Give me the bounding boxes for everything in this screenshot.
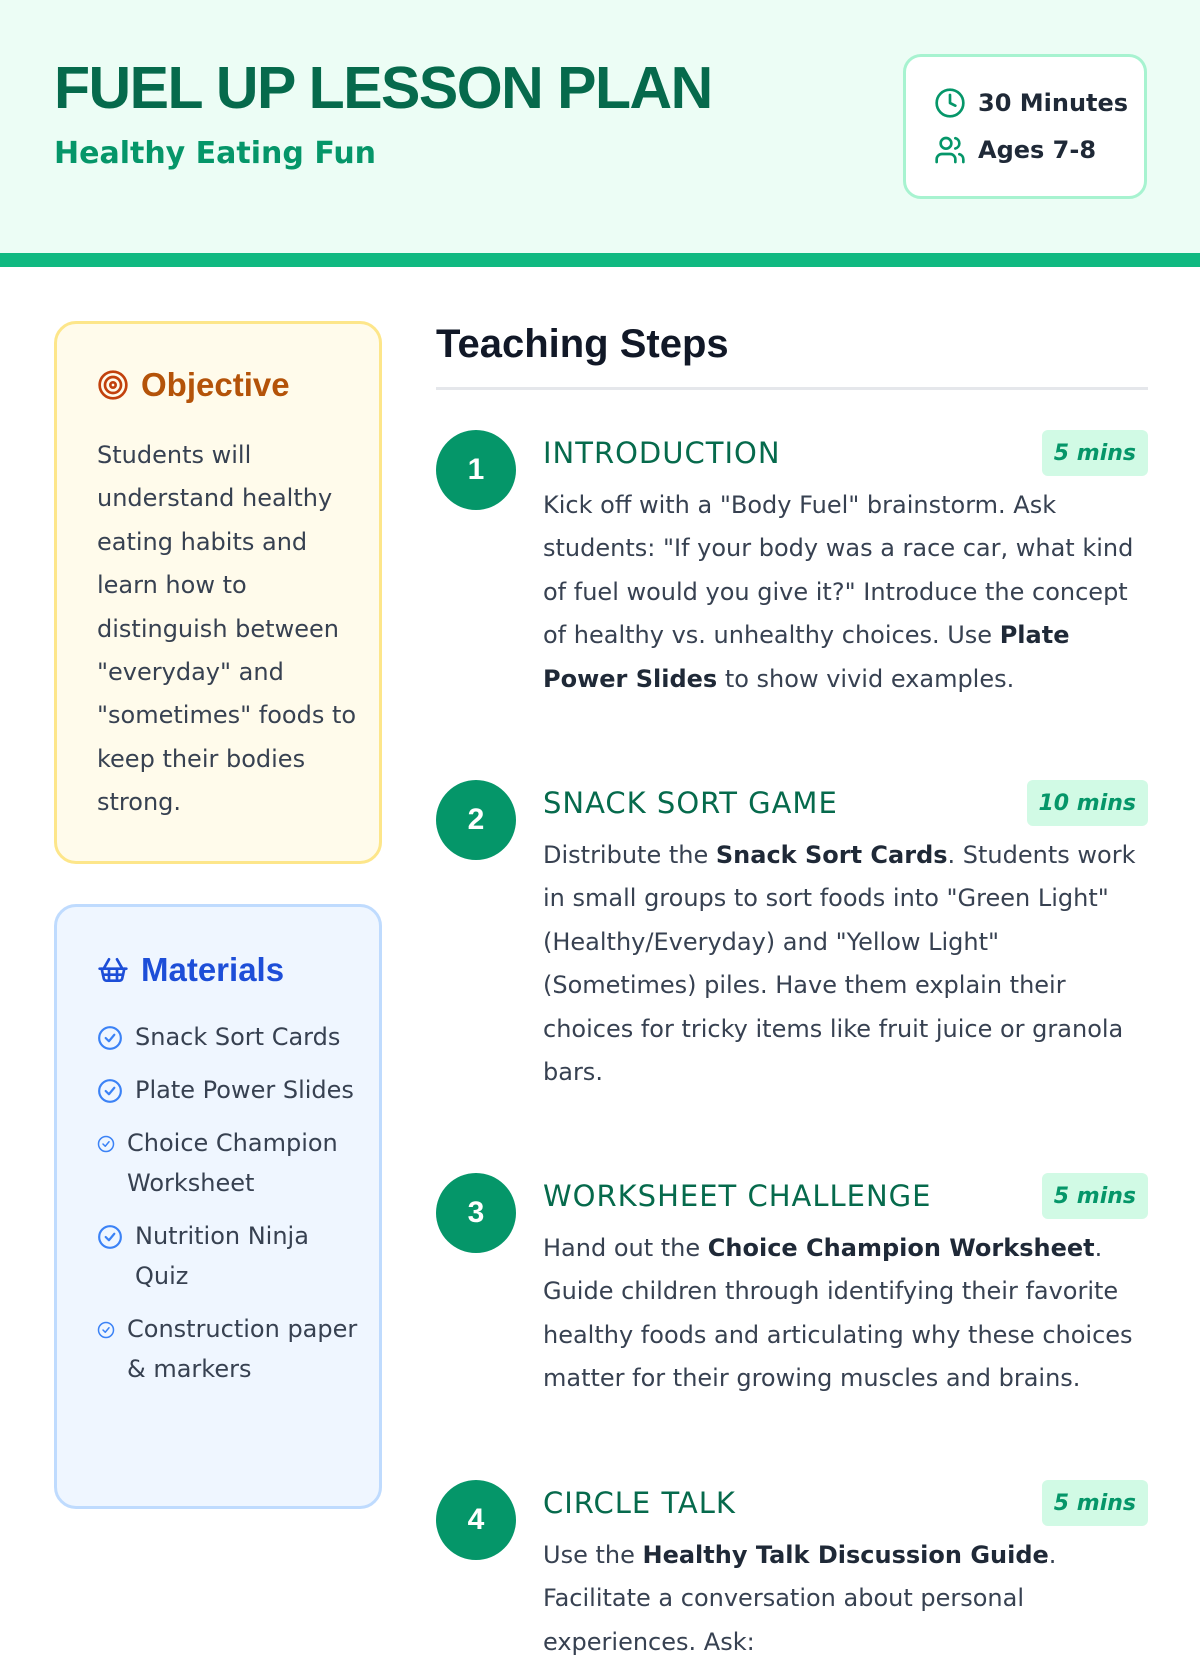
page-subtitle: Healthy Eating Fun [54,136,377,171]
list-item [97,1309,367,1389]
material-label: Construction paper & markers [127,1315,358,1383]
objective-card [54,321,382,864]
step-description: Kick off with a "Body Fuel" brainstorm. Ask students: "If your body was a race car, what kind of fuel would you give it?" Introduce the concept of healthy vs. unhealthy choices. Use Plate Power Slides to show vivid examples. [543,491,1134,693]
materials-heading [97,951,284,989]
lesson-meta-card [903,54,1147,199]
header [0,0,1200,253]
step-title: SNACK SORT GAME [543,786,838,820]
list-item [97,1070,367,1110]
list-item [97,1017,367,1057]
step-description: Use the Healthy Talk Discussion Guide. Facilitate a conversation about personal experiences. Ask: [543,1541,1057,1656]
step-title: WORKSHEET CHALLENGE [543,1179,932,1213]
page-title: FUEL UP LESSON PLAN [54,55,712,121]
header-divider [0,253,1200,267]
materials-card [54,904,382,1509]
basket-icon [97,954,129,986]
objective-heading [97,366,290,404]
step-number: 1 [436,430,516,510]
steps-divider [436,387,1148,390]
material-label: Nutrition Ninja Quiz [135,1222,309,1290]
duration-row [934,87,1128,119]
material-label: Choice Champion Worksheet [127,1129,338,1197]
target-icon [97,369,129,401]
step-description: Hand out the Choice Champion Worksheet. Guide children through identifying their favorite healthy foods and articulating why these choices matter for their growing muscles and brains. [543,1234,1133,1393]
step-duration-badge: 10 mins [1027,780,1149,826]
materials-list [97,1017,367,1402]
objective-title: Objective [141,366,290,403]
check-circle-icon [97,1070,123,1104]
material-label: Plate Power Slides [135,1076,354,1104]
list-item [97,1216,367,1296]
materials-title: Materials [141,951,285,988]
step-number: 3 [436,1173,516,1253]
material-label: Snack Sort Cards [135,1023,341,1051]
step-description: Distribute the Snack Sort Cards. Students work in small groups to sort foods into "Green Light" (Healthy/Everyday) and "Yellow Light" (Sometimes) piles. Have them explain their choices for tricky items like fruit juice or granola bars. [543,841,1136,1087]
check-circle-icon [97,1309,115,1339]
objective-text: Students will understand healthy eating habits and learn how to distinguish between "everyday" and "sometimes" foods to keep their bodies strong. [97,441,357,817]
step-duration-badge: 5 mins [1042,1173,1148,1219]
duration-text: 30 Minutes [978,89,1129,117]
ages-text: Ages 7-8 [978,136,1097,164]
check-circle-icon [97,1216,123,1250]
check-circle-icon [97,1123,115,1153]
clock-icon [934,87,966,119]
step-title: CIRCLE TALK [543,1486,736,1520]
step-number: 2 [436,780,516,860]
step-duration-badge: 5 mins [1042,430,1148,476]
step-number: 4 [436,1480,516,1560]
step-title: INTRODUCTION [543,436,781,470]
step-duration-badge: 5 mins [1042,1480,1148,1526]
list-item [97,1123,367,1203]
check-circle-icon [97,1017,123,1051]
steps-title: Teaching Steps [436,322,729,366]
ages-row [934,134,1096,166]
users-icon [934,134,966,166]
